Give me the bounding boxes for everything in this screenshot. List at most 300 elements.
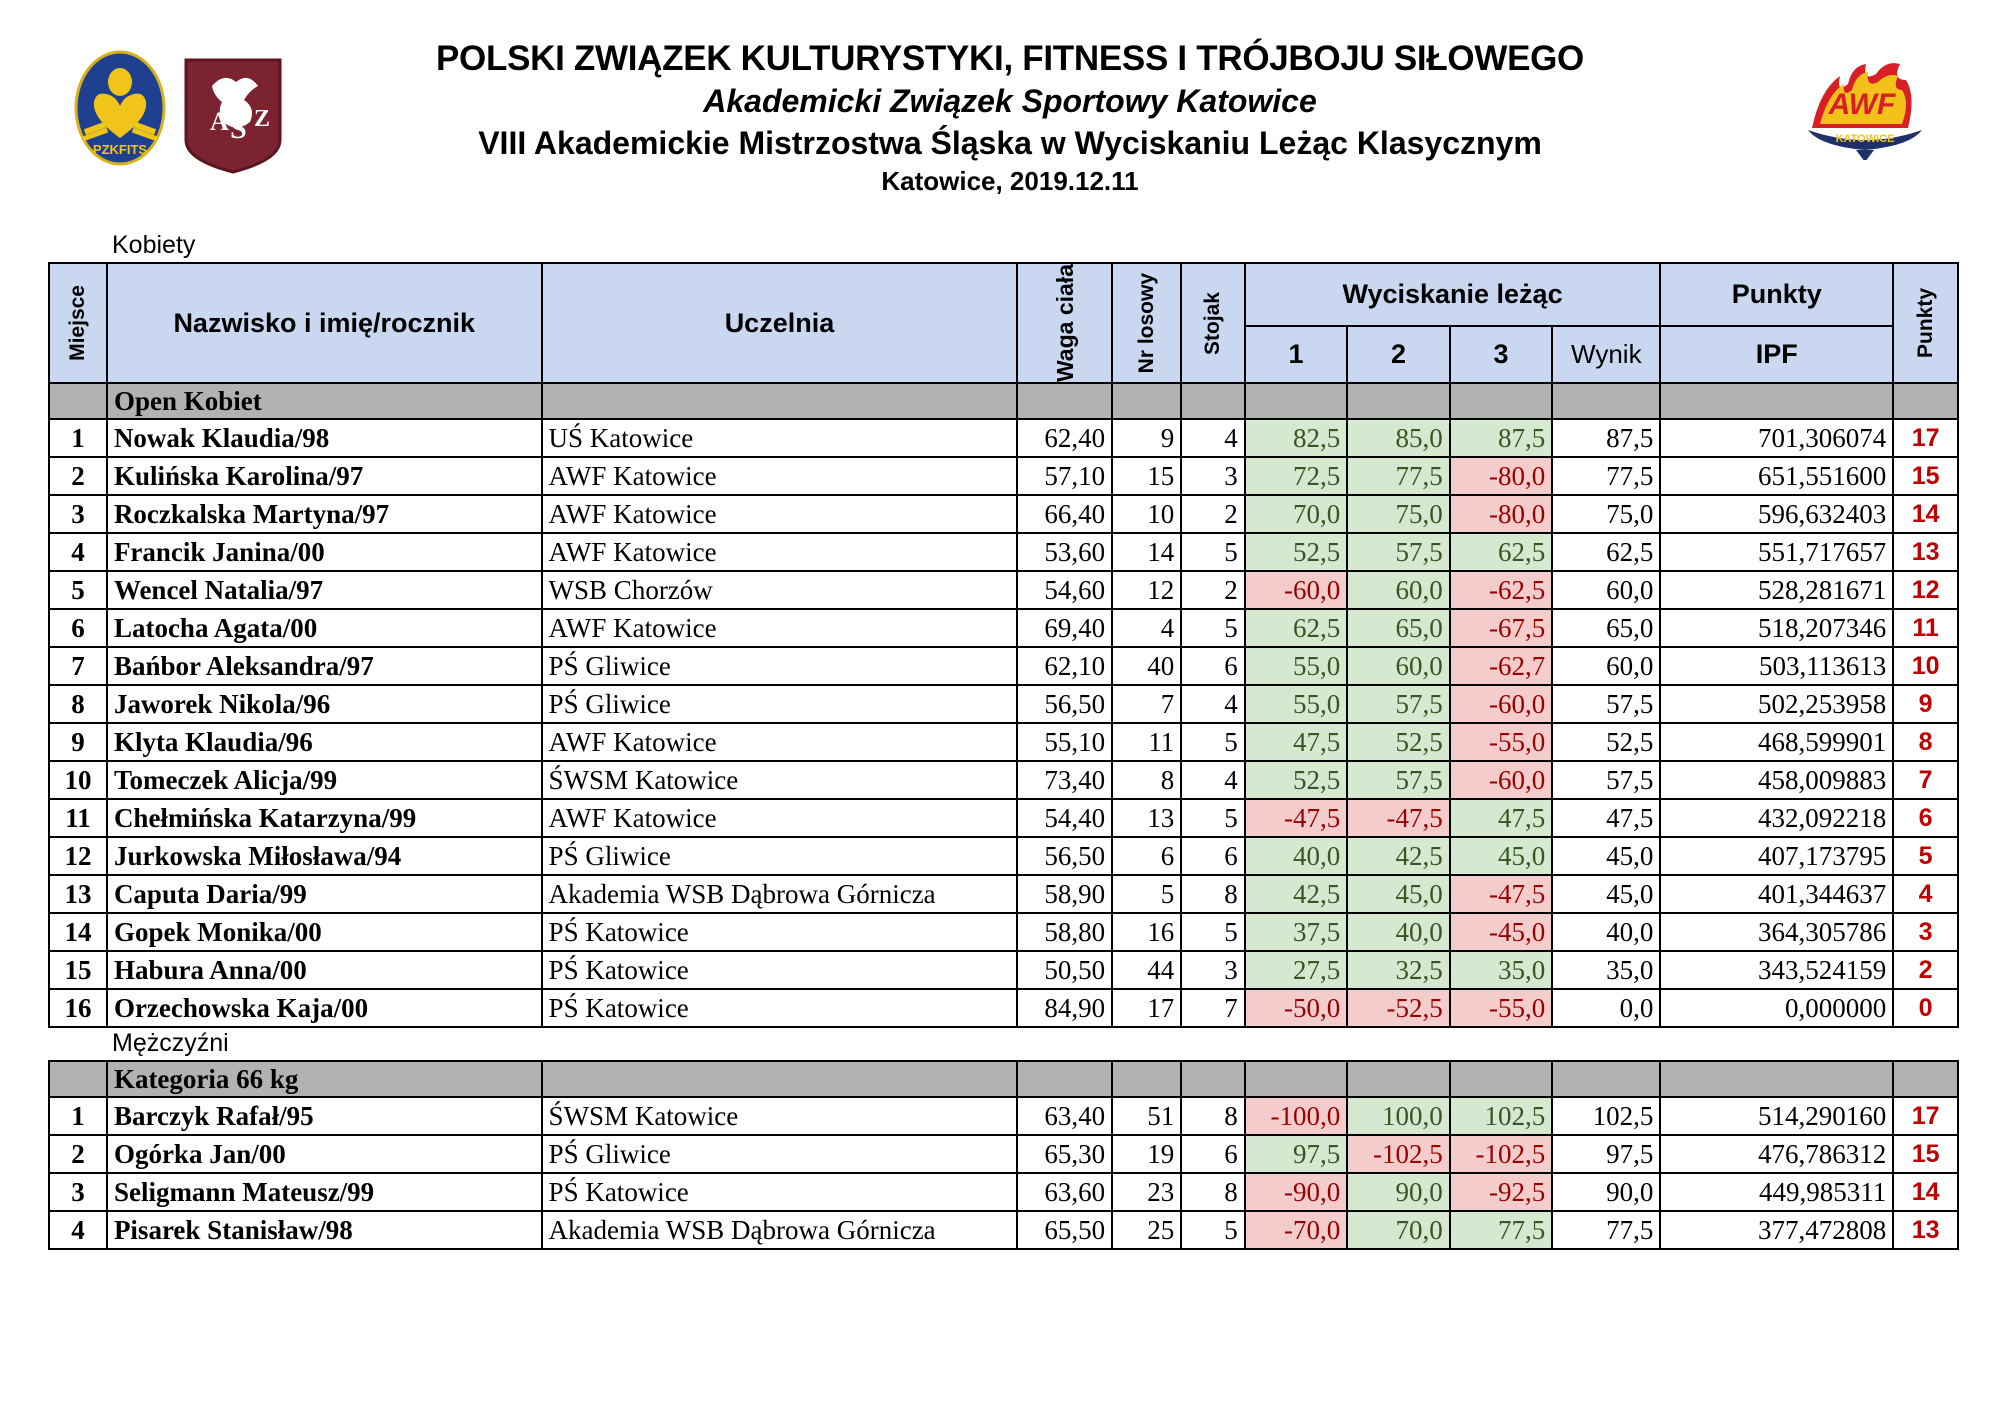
row-university-cell xyxy=(542,951,1018,989)
asz-logo xyxy=(178,56,288,176)
row-university-cell xyxy=(542,647,1018,685)
row-name: Tomeczek Alicja/99 xyxy=(113,765,338,796)
row-points-cell xyxy=(1893,799,1958,837)
row-attempt2-cell xyxy=(1347,989,1450,1027)
row-attempt3-cell xyxy=(1450,685,1553,723)
table-row xyxy=(49,723,1958,761)
row-points-cell xyxy=(1893,837,1958,875)
row-attempt1: -47,5 xyxy=(1283,803,1341,834)
row-points: 4 xyxy=(1918,880,1933,909)
row-lot: 13 xyxy=(1147,803,1175,834)
row-rack-cell xyxy=(1181,609,1245,647)
row-university: ŚWSM Katowice xyxy=(548,765,739,796)
row-points: 17 xyxy=(1911,1102,1940,1131)
row-bodyweight: 55,10 xyxy=(1044,727,1106,758)
row-university: PŚ Katowice xyxy=(548,993,689,1024)
row-ipf: 502,253958 xyxy=(1758,689,1887,720)
event-place-date: Katowice, 2019.12.11 xyxy=(881,165,1139,196)
row-attempt3-cell xyxy=(1450,571,1553,609)
row-rack-cell xyxy=(1181,837,1245,875)
col-header-name xyxy=(107,263,542,383)
row-name-cell xyxy=(107,419,542,457)
row-name-cell xyxy=(107,913,542,951)
results-table-men xyxy=(48,1060,1959,1250)
row-attempt2-cell xyxy=(1347,799,1450,837)
row-lot-cell xyxy=(1112,685,1181,723)
row-attempt3: -62,7 xyxy=(1489,651,1546,682)
row-attempt3-cell xyxy=(1450,457,1553,495)
row-attempt2: -52,5 xyxy=(1386,993,1443,1024)
row-points: 6 xyxy=(1918,804,1933,833)
row-result: 62,5 xyxy=(1606,537,1654,568)
row-attempt2-cell xyxy=(1347,1173,1450,1211)
awf-logo xyxy=(1800,50,1930,160)
row-result: 45,0 xyxy=(1606,841,1654,872)
row-attempt2-cell xyxy=(1347,647,1450,685)
row-attempt1: 82,5 xyxy=(1292,423,1341,454)
row-bodyweight: 63,60 xyxy=(1044,1177,1106,1208)
row-name-cell xyxy=(107,495,542,533)
row-result: 0,0 xyxy=(1619,993,1654,1024)
row-attempt2-cell xyxy=(1347,457,1450,495)
row-university-cell xyxy=(542,1173,1018,1211)
row-lot-cell xyxy=(1112,875,1181,913)
row-attempt2-cell xyxy=(1347,951,1450,989)
row-university-cell xyxy=(542,875,1018,913)
row-university-cell xyxy=(542,685,1018,723)
category-row xyxy=(49,383,1958,419)
category-empty-cell xyxy=(1181,1061,1245,1097)
event-title: VIII Akademickie Mistrzostwa Śląska w Wyciskaniu Leżąc Klasycznym xyxy=(478,124,1542,161)
row-attempt1-cell xyxy=(1245,1211,1348,1249)
row-bodyweight: 54,40 xyxy=(1044,803,1106,834)
row-place: 4 xyxy=(71,1215,85,1246)
row-result-cell xyxy=(1552,1173,1660,1211)
row-name: Bańbor Aleksandra/97 xyxy=(113,651,374,682)
col-header-points-group xyxy=(1660,263,1893,326)
row-points: 13 xyxy=(1911,1216,1940,1245)
row-attempt2: 60,0 xyxy=(1395,651,1443,682)
row-attempt3: 102,5 xyxy=(1484,1101,1546,1132)
row-rack-cell xyxy=(1181,761,1245,799)
row-rack: 5 xyxy=(1224,727,1238,758)
row-attempt3-cell xyxy=(1450,989,1553,1027)
row-points: 15 xyxy=(1911,1140,1940,1169)
row-bodyweight: 56,50 xyxy=(1044,689,1106,720)
col-header-attempt2 xyxy=(1347,326,1450,383)
row-points: 14 xyxy=(1911,500,1940,529)
category-title-cell xyxy=(107,1061,542,1097)
row-university-cell xyxy=(542,495,1018,533)
table-header-row-1 xyxy=(49,263,1958,326)
row-university-cell xyxy=(542,799,1018,837)
row-ipf: 468,599901 xyxy=(1758,727,1887,758)
row-university: AWF Katowice xyxy=(548,727,717,758)
row-name: Ogórka Jan/00 xyxy=(113,1139,286,1170)
row-lot: 9 xyxy=(1160,423,1175,454)
row-bodyweight-cell xyxy=(1017,1135,1112,1173)
row-university-cell xyxy=(542,913,1018,951)
row-university: AWF Katowice xyxy=(548,499,717,530)
row-attempt2-cell xyxy=(1347,571,1450,609)
row-attempt1-cell xyxy=(1245,951,1348,989)
col-header-lot-label: Nr losowy xyxy=(1134,272,1158,374)
row-place-cell xyxy=(49,495,107,533)
row-attempt2-cell xyxy=(1347,533,1450,571)
row-attempt3-cell xyxy=(1450,1135,1553,1173)
svg-text:Z: Z xyxy=(254,106,271,132)
row-bodyweight: 58,90 xyxy=(1044,879,1106,910)
table-row xyxy=(49,647,1958,685)
row-points-cell xyxy=(1893,533,1958,571)
row-attempt1: 52,5 xyxy=(1292,765,1341,796)
row-attempt1-cell xyxy=(1245,457,1348,495)
row-points: 3 xyxy=(1918,918,1933,947)
row-name-cell xyxy=(107,951,542,989)
table-row xyxy=(49,495,1958,533)
row-lot: 51 xyxy=(1147,1101,1175,1132)
category-title: Kategoria 66 kg xyxy=(113,1064,299,1095)
row-attempt2: 42,5 xyxy=(1395,841,1443,872)
category-place-cell xyxy=(49,1061,107,1097)
row-lot-cell xyxy=(1112,1211,1181,1249)
row-rack: 5 xyxy=(1224,613,1238,644)
row-university: PŚ Katowice xyxy=(548,955,689,986)
category-empty-cell xyxy=(1245,1061,1348,1097)
row-rack: 5 xyxy=(1224,1215,1238,1246)
row-attempt3: 35,0 xyxy=(1498,955,1546,986)
row-place: 4 xyxy=(71,537,85,568)
organizer-title: Akademicki Związek Sportowy Katowice xyxy=(703,82,1317,119)
col-header-ipf xyxy=(1660,326,1893,383)
row-attempt3: -80,0 xyxy=(1489,499,1546,530)
row-attempt1-cell xyxy=(1245,685,1348,723)
row-name-cell xyxy=(107,1097,542,1135)
row-place-cell xyxy=(49,571,107,609)
row-rack-cell xyxy=(1181,799,1245,837)
row-bodyweight: 58,80 xyxy=(1044,917,1106,948)
row-attempt3: -55,0 xyxy=(1489,993,1546,1024)
row-lot: 44 xyxy=(1147,955,1175,986)
row-attempt1: -50,0 xyxy=(1283,993,1341,1024)
row-bodyweight-cell xyxy=(1017,1097,1112,1135)
row-ipf: 518,207346 xyxy=(1758,613,1887,644)
row-ipf-cell xyxy=(1660,1097,1893,1135)
table-row xyxy=(49,533,1958,571)
row-bodyweight-cell xyxy=(1017,913,1112,951)
row-ipf-cell xyxy=(1660,989,1893,1027)
row-attempt2-cell xyxy=(1347,1097,1450,1135)
row-attempt2: 85,0 xyxy=(1395,423,1443,454)
row-result: 60,0 xyxy=(1606,575,1654,606)
row-name-cell xyxy=(107,457,542,495)
row-rack-cell xyxy=(1181,647,1245,685)
row-place-cell xyxy=(49,913,107,951)
row-place-cell xyxy=(49,951,107,989)
row-attempt3-cell xyxy=(1450,419,1553,457)
row-points-cell xyxy=(1893,609,1958,647)
row-result-cell xyxy=(1552,799,1660,837)
row-attempt3-cell xyxy=(1450,761,1553,799)
row-lot: 19 xyxy=(1147,1139,1175,1170)
row-lot-cell xyxy=(1112,1135,1181,1173)
row-result-cell xyxy=(1552,1135,1660,1173)
row-attempt1-cell xyxy=(1245,913,1348,951)
row-points-cell xyxy=(1893,647,1958,685)
row-attempt2: 60,0 xyxy=(1395,575,1443,606)
row-university: Akademia WSB Dąbrowa Górnicza xyxy=(548,1215,936,1246)
row-result-cell xyxy=(1552,837,1660,875)
row-name-cell xyxy=(107,609,542,647)
row-attempt1: 27,5 xyxy=(1292,955,1341,986)
row-attempt2: 32,5 xyxy=(1395,955,1443,986)
row-bodyweight: 62,40 xyxy=(1044,423,1106,454)
row-ipf: 514,290160 xyxy=(1758,1101,1887,1132)
row-attempt1-cell xyxy=(1245,1135,1348,1173)
row-lot-cell xyxy=(1112,647,1181,685)
row-points-cell xyxy=(1893,457,1958,495)
row-rack: 5 xyxy=(1224,537,1238,568)
row-attempt3: 62,5 xyxy=(1498,537,1546,568)
row-lot: 7 xyxy=(1160,689,1175,720)
row-rack: 8 xyxy=(1224,1101,1238,1132)
row-place: 13 xyxy=(64,879,92,910)
row-points: 15 xyxy=(1911,462,1940,491)
row-attempt1-cell xyxy=(1245,1097,1348,1135)
row-place-cell xyxy=(49,1097,107,1135)
row-rack-cell xyxy=(1181,913,1245,951)
row-attempt1: 55,0 xyxy=(1292,689,1341,720)
title-block xyxy=(300,38,1720,199)
row-points-cell xyxy=(1893,1211,1958,1249)
row-lot: 15 xyxy=(1147,461,1175,492)
row-bodyweight: 65,30 xyxy=(1044,1139,1106,1170)
row-attempt2: 45,0 xyxy=(1395,879,1443,910)
table-row xyxy=(49,571,1958,609)
table-row xyxy=(49,1173,1958,1211)
row-ipf-cell xyxy=(1660,723,1893,761)
row-name-cell xyxy=(107,647,542,685)
row-bodyweight: 54,60 xyxy=(1044,575,1106,606)
row-rack: 2 xyxy=(1224,575,1238,606)
row-attempt1: -60,0 xyxy=(1283,575,1341,606)
row-attempt1-cell xyxy=(1245,875,1348,913)
row-rack: 5 xyxy=(1224,803,1238,834)
row-attempt3: -80,0 xyxy=(1489,461,1546,492)
row-name: Jaworek Nikola/96 xyxy=(113,689,331,720)
row-ipf: 503,113613 xyxy=(1759,651,1887,682)
row-attempt2: -47,5 xyxy=(1386,803,1443,834)
row-rack: 8 xyxy=(1224,1177,1238,1208)
category-empty-cell xyxy=(1893,1061,1958,1097)
row-ipf-cell xyxy=(1660,685,1893,723)
category-empty-cell xyxy=(1893,383,1958,419)
row-bodyweight-cell xyxy=(1017,495,1112,533)
row-attempt2-cell xyxy=(1347,1135,1450,1173)
row-name: Nowak Klaudia/98 xyxy=(113,423,330,454)
category-empty-cell xyxy=(1660,1061,1893,1097)
row-place-cell xyxy=(49,723,107,761)
row-attempt2-cell xyxy=(1347,419,1450,457)
row-attempt1-cell xyxy=(1245,723,1348,761)
row-attempt1: 97,5 xyxy=(1292,1139,1341,1170)
row-bodyweight-cell xyxy=(1017,761,1112,799)
row-points-cell xyxy=(1893,685,1958,723)
row-rack: 4 xyxy=(1224,423,1238,454)
row-name: Caputa Daria/99 xyxy=(113,879,307,910)
row-attempt1-cell xyxy=(1245,571,1348,609)
page-header xyxy=(0,0,2007,230)
row-place: 7 xyxy=(71,651,85,682)
row-attempt3: 77,5 xyxy=(1498,1215,1546,1246)
row-attempt1-cell xyxy=(1245,647,1348,685)
row-name-cell xyxy=(107,837,542,875)
row-attempt1: 70,0 xyxy=(1292,499,1341,530)
row-university: ŚWSM Katowice xyxy=(548,1101,739,1132)
row-points-cell xyxy=(1893,761,1958,799)
category-empty-cell xyxy=(1660,383,1893,419)
col-header-bodyweight-label: Waga ciała xyxy=(1051,264,1078,383)
row-lot: 4 xyxy=(1160,613,1175,644)
row-rack-cell xyxy=(1181,685,1245,723)
col-header-bench-group xyxy=(1245,263,1661,326)
row-attempt2-cell xyxy=(1347,913,1450,951)
col-header-attempt1 xyxy=(1245,326,1348,383)
row-result-cell xyxy=(1552,685,1660,723)
row-points: 14 xyxy=(1911,1178,1940,1207)
row-rack: 8 xyxy=(1224,879,1238,910)
row-result-cell xyxy=(1552,989,1660,1027)
table-row xyxy=(49,1135,1958,1173)
row-attempt3: 45,0 xyxy=(1498,841,1546,872)
row-university-cell xyxy=(542,761,1018,799)
row-ipf-cell xyxy=(1660,913,1893,951)
row-name: Jurkowska Miłosława/94 xyxy=(113,841,402,872)
pzkfits-logo xyxy=(60,48,180,168)
row-rack-cell xyxy=(1181,419,1245,457)
row-points: 0 xyxy=(1918,994,1933,1023)
row-points-cell xyxy=(1893,951,1958,989)
row-result-cell xyxy=(1552,609,1660,647)
row-lot-cell xyxy=(1112,989,1181,1027)
table-row xyxy=(49,837,1958,875)
row-ipf: 343,524159 xyxy=(1758,955,1887,986)
row-rack-cell xyxy=(1181,723,1245,761)
category-title: Open Kobiet xyxy=(113,386,262,417)
row-points-cell xyxy=(1893,1173,1958,1211)
federation-title: POLSKI ZWIĄZEK KULTURYSTYKI, FITNESS I TRÓJBOJU SIŁOWEGO xyxy=(436,39,1584,78)
row-lot: 12 xyxy=(1147,575,1175,606)
row-rack-cell xyxy=(1181,875,1245,913)
row-rack-cell xyxy=(1181,1135,1245,1173)
col-header-points-label: Punkty xyxy=(1913,288,1937,359)
category-empty-cell xyxy=(1450,1061,1553,1097)
row-lot-cell xyxy=(1112,533,1181,571)
row-ipf: 407,173795 xyxy=(1758,841,1887,872)
table-row xyxy=(49,913,1958,951)
row-lot-cell xyxy=(1112,951,1181,989)
row-result-cell xyxy=(1552,1097,1660,1135)
row-attempt1: -90,0 xyxy=(1283,1177,1341,1208)
row-lot-cell xyxy=(1112,571,1181,609)
row-attempt3: -60,0 xyxy=(1489,689,1546,720)
row-ipf-cell xyxy=(1660,609,1893,647)
row-place: 1 xyxy=(71,423,85,454)
row-lot: 11 xyxy=(1148,727,1175,758)
col-header-university xyxy=(542,263,1018,383)
row-attempt2: 52,5 xyxy=(1395,727,1443,758)
row-name-cell xyxy=(107,989,542,1027)
row-attempt3: -102,5 xyxy=(1475,1139,1546,1170)
row-attempt3: -67,5 xyxy=(1489,613,1546,644)
row-points: 12 xyxy=(1911,576,1940,605)
row-result-cell xyxy=(1552,951,1660,989)
row-bodyweight-cell xyxy=(1017,685,1112,723)
row-attempt3: -45,0 xyxy=(1489,917,1546,948)
row-bodyweight: 73,40 xyxy=(1044,765,1106,796)
row-attempt1: 62,5 xyxy=(1292,613,1341,644)
row-university-cell xyxy=(542,571,1018,609)
row-result: 77,5 xyxy=(1606,461,1654,492)
row-attempt1-cell xyxy=(1245,761,1348,799)
row-bodyweight-cell xyxy=(1017,419,1112,457)
row-name-cell xyxy=(107,875,542,913)
row-place: 14 xyxy=(64,917,92,948)
row-attempt2: 65,0 xyxy=(1395,613,1443,644)
row-attempt2-cell xyxy=(1347,685,1450,723)
row-university: Akademia WSB Dąbrowa Górnicza xyxy=(548,879,936,910)
row-attempt3-cell xyxy=(1450,837,1553,875)
row-lot-cell xyxy=(1112,837,1181,875)
row-university: PŚ Katowice xyxy=(548,1177,689,1208)
svg-text:A: A xyxy=(210,107,229,136)
row-university-cell xyxy=(542,723,1018,761)
row-university: WSB Chorzów xyxy=(548,575,713,606)
row-rack: 6 xyxy=(1224,651,1238,682)
row-place-cell xyxy=(49,1211,107,1249)
row-name: Klyta Klaudia/96 xyxy=(113,727,313,758)
row-university: UŚ Katowice xyxy=(548,423,694,454)
row-attempt2-cell xyxy=(1347,1211,1450,1249)
row-result-cell xyxy=(1552,723,1660,761)
row-name: Habura Anna/00 xyxy=(113,955,307,986)
row-rack: 6 xyxy=(1224,1139,1238,1170)
row-result: 52,5 xyxy=(1606,727,1654,758)
results-table-men-body xyxy=(49,1061,1958,1249)
section-label-women: Kobiety xyxy=(112,231,196,259)
row-bodyweight: 56,50 xyxy=(1044,841,1106,872)
row-lot: 17 xyxy=(1147,993,1175,1024)
table-row xyxy=(49,1211,1958,1249)
row-result-cell xyxy=(1552,419,1660,457)
row-rack: 3 xyxy=(1224,461,1238,492)
row-place: 16 xyxy=(64,993,92,1024)
row-ipf: 364,305786 xyxy=(1758,917,1887,948)
row-rack-cell xyxy=(1181,951,1245,989)
row-result-cell xyxy=(1552,457,1660,495)
row-lot-cell xyxy=(1112,419,1181,457)
row-lot: 14 xyxy=(1147,537,1175,568)
row-bodyweight-cell xyxy=(1017,647,1112,685)
row-ipf: 476,786312 xyxy=(1758,1139,1887,1170)
row-result-cell xyxy=(1552,533,1660,571)
table-row xyxy=(49,457,1958,495)
col-header-attempt2-label: 2 xyxy=(1390,339,1406,370)
row-name: Seligmann Mateusz/99 xyxy=(113,1177,375,1208)
row-attempt3: -62,5 xyxy=(1489,575,1546,606)
row-attempt3-cell xyxy=(1450,875,1553,913)
row-university: PŚ Gliwice xyxy=(548,651,671,682)
